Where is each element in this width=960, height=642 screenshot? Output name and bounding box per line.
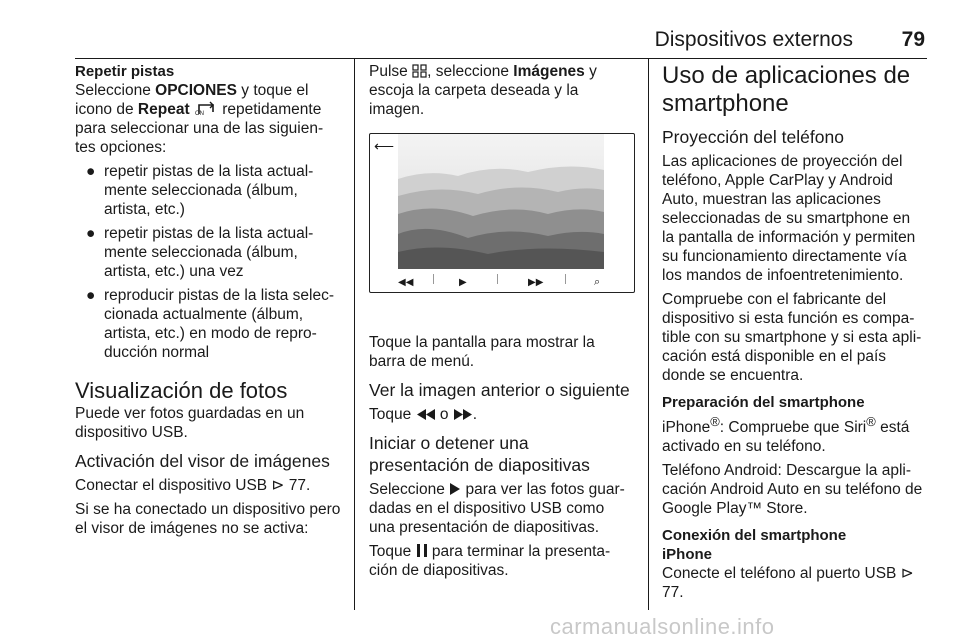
list-item: ● reproducir pistas de la lista selec-cionada actualmente (álbum, artista, etc.) en modo de repro-ducción normal bbox=[86, 287, 335, 361]
press-instruction: Pulse , seleccione Imágenes y escoja la carpeta deseada y la imagen. bbox=[369, 63, 597, 118]
prevnext-text: Toque o . bbox=[369, 406, 478, 423]
repeat-heading: Repetir pistas bbox=[75, 63, 175, 80]
fast-forward-icon[interactable]: ▶▶ bbox=[528, 277, 544, 288]
list-item: ● repetir pistas de la lista actual-mente seleccionada (álbum, artista, etc.) bbox=[86, 163, 314, 218]
column-divider-1 bbox=[354, 58, 355, 610]
photos-heading: Visualización de fotos bbox=[75, 378, 288, 403]
activation-heading: Activación del visor de imágenes bbox=[75, 451, 330, 471]
projection-text: Las aplicaciones de proyección del teléfono, Apple CarPlay y Android Auto, muestran las aplicaciones seleccionadas de su smartphone en la pantalla de información y permiten su funcionamiento directamente vía los mandos de infoentretenimiento. bbox=[662, 153, 916, 284]
pause-icon bbox=[416, 543, 428, 558]
stop-text: Toque para terminar la presenta-ción de diapositivas. bbox=[369, 543, 611, 579]
image-viewer-screen bbox=[369, 133, 635, 293]
column-3 bbox=[662, 62, 926, 607]
page-ref-arrow-icon: ⊳ bbox=[271, 477, 285, 494]
connect-heading: Conexión del smartphone bbox=[662, 527, 847, 545]
prevnext-heading: Ver la imagen anterior o siguiente bbox=[369, 380, 630, 400]
header-rule bbox=[75, 58, 927, 59]
column-1 bbox=[75, 62, 343, 543]
opciones-label: OPCIONES bbox=[155, 82, 237, 99]
play-icon[interactable]: ▶ bbox=[459, 277, 467, 288]
check-text: Compruebe con el fabricante del dispositivo si esta función es compa-tible con su smartphone y si esta apli-cación está disponible en el país donde se encuentra. bbox=[662, 291, 922, 384]
svg-text:ON: ON bbox=[194, 111, 204, 116]
projection-heading: Proyección del teléfono bbox=[662, 127, 844, 147]
imagenes-label: Imágenes bbox=[513, 63, 585, 80]
previous-icon bbox=[416, 408, 436, 421]
list-item: ● repetir pistas de la lista actual-mente seleccionada (álbum, artista, etc.) una vez bbox=[86, 225, 314, 280]
menu-grid-icon bbox=[412, 64, 427, 78]
apps-heading: Uso de aplicaciones de smartphone bbox=[662, 62, 911, 117]
slideshow-text: Seleccione para ver las fotos guar-dadas en el dispositivo USB como una presentación de diapositivas. bbox=[369, 481, 625, 536]
slideshow-heading: Iniciar o detener una presentación de diapositivas bbox=[369, 433, 590, 475]
activation-text: Conectar el dispositivo USB ⊳ 77. bbox=[75, 477, 311, 494]
photos-text: Puede ver fotos guardadas en un dispositivo USB. bbox=[75, 405, 305, 441]
iphone-subheading: iPhone bbox=[662, 546, 713, 564]
page-number: 79 bbox=[901, 28, 925, 51]
touch-text: Toque la pantalla para mostrar la barra de menú. bbox=[369, 334, 595, 370]
column-divider-2 bbox=[648, 58, 649, 610]
prep-heading: Preparación del smartphone bbox=[662, 394, 865, 411]
column-2 bbox=[369, 62, 633, 585]
watermark: carmanualsonline.info bbox=[550, 614, 775, 639]
landscape-photo bbox=[398, 134, 604, 269]
play-icon bbox=[449, 482, 461, 496]
zoom-icon[interactable]: ⌕ bbox=[594, 276, 601, 288]
activation-text-2: Si se ha conectado un dispositivo pero el visor de imágenes no se activa: bbox=[75, 501, 341, 537]
connect-text: Conecte el teléfono al puerto USB ⊳ 77. bbox=[662, 565, 914, 602]
repeat-icon bbox=[194, 101, 218, 116]
android-prep-text: Teléfono Android: Descargue la apli-cación Android Auto en su teléfono de Google Play™ Store. bbox=[662, 462, 923, 518]
rewind-icon[interactable]: ◀◀ bbox=[398, 277, 414, 288]
repeat-options-list bbox=[75, 162, 343, 362]
next-icon bbox=[453, 408, 473, 421]
page-title: Dispositivos externos bbox=[654, 28, 853, 51]
repeat-label: Repeat bbox=[137, 101, 190, 118]
page-header bbox=[75, 28, 925, 54]
back-arrow-icon: ⟵ bbox=[374, 138, 395, 154]
page-ref-arrow-icon: ⊳ bbox=[900, 565, 914, 583]
iphone-prep-text: iPhone®: Compruebe que Siri® está activado en su teléfono. bbox=[662, 414, 910, 456]
repeat-intro: Seleccione OPCIONES y toque el icono de Repeat ON repetidamente para seleccionar una de las siguien-tes opciones: bbox=[75, 82, 324, 156]
